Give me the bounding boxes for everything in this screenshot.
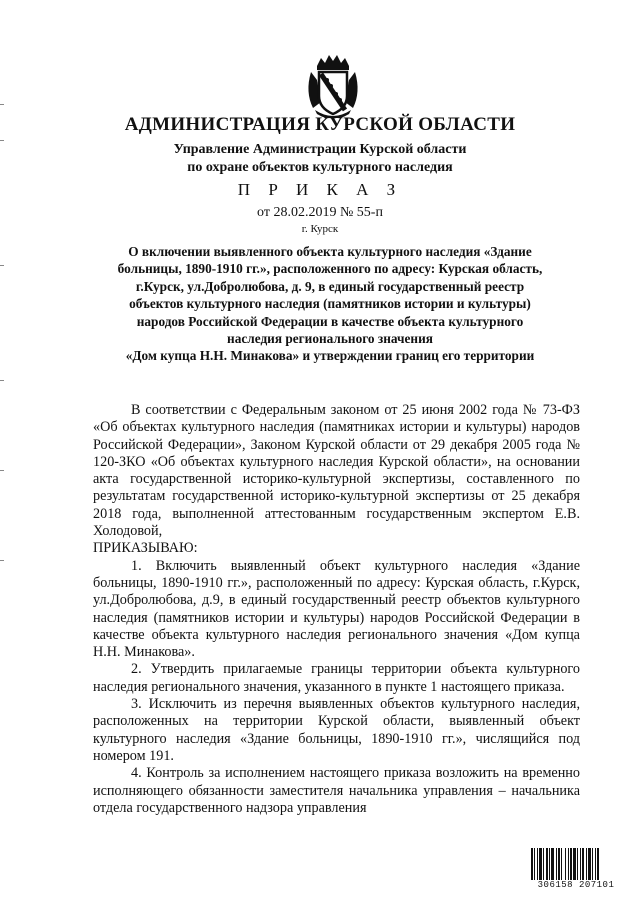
barcode-number: 306158 207101 bbox=[537, 880, 615, 890]
scan-edge-mark bbox=[0, 140, 4, 141]
barcode-icon bbox=[530, 848, 622, 880]
scan-edge-mark bbox=[0, 560, 4, 561]
order-item-1: 1. Включить выявленный объект культурного наследия «Здание больницы, 1890-1910 гг.», расположенный по адресу: Курская область, г.Курск, ул.Добролюбова, д.9, в единый государственный реестр объектов культурного наследия (памятников истории и культуры) народов Российской Федерации в качестве объекта культурного наследия регионального значения «Дом купца Н.Н. Минакова». bbox=[93, 557, 580, 661]
organization-title: АДМИНИСТРАЦИЯ КУРСКОЙ ОБЛАСТИ bbox=[124, 114, 516, 135]
order-city: г. Курск bbox=[301, 223, 339, 235]
scan-edge-mark bbox=[0, 470, 4, 471]
order-date-number: от 28.02.2019 № 55-п bbox=[257, 205, 383, 220]
scan-edge-mark bbox=[0, 104, 4, 105]
order-item-4: 4. Контроль за исполнением настоящего приказа возложить на временно исполняющего обязанности заместителя начальника управления – начальника отдела государственного надзора управления bbox=[93, 765, 580, 816]
subject-line: О включении выявленного объекта культурного наследия «Здание bbox=[128, 244, 532, 259]
document-barcode bbox=[530, 848, 622, 892]
order-body bbox=[93, 402, 580, 817]
order-item-2: 2. Утвердить прилагаемые границы территории объекта культурного наследия регионального значения, указанного в пункте 1 настоящего приказа. bbox=[93, 661, 580, 695]
preamble-paragraph: В соответствии с Федеральным законом от 25 июня 2002 года № 73-ФЗ «Об объектах культурного наследия (памятниках истории и культуры) народов Российской Федерации», Законом Курской области от 29 декабря 2005 года № 120-ЗКО «Об объектах культурного наследия Курской области», на основании акта государственной историко-культурной экспертизы, составленного по результатам государственной историко-культурной экспертизы от 25 декабря 2018 года, выполненной аттестованным государственным экспертом Е.В. Холодовой, bbox=[93, 402, 580, 540]
decree-word: ПРИКАЗЫВАЮ: bbox=[93, 540, 198, 557]
subject-line: г.Курск, ул.Добролюбова, д. 9, в единый государственный реестр bbox=[135, 278, 525, 294]
subject-line: больницы, 1890-1910 гг.», расположенного по адресу: Курская область, bbox=[117, 261, 543, 277]
order-heading: П Р И К А З bbox=[237, 180, 403, 199]
subject-line: объектов культурного наследия (памятников истории и культуры) bbox=[129, 296, 531, 312]
order-item-3: 3. Исключить из перечня выявленных объектов культурного наследия, расположенных на территории Курской области, выявленный объект культурного наследия «Здание больницы, 1890-1910 гг.», числящийся под номером 191. bbox=[93, 696, 580, 764]
order-subject bbox=[70, 243, 590, 365]
subject-line: «Дом купца Н.Н. Минакова» и утверждении границ его территории bbox=[125, 348, 535, 364]
scan-edge-mark bbox=[0, 380, 4, 381]
scan-edge-mark bbox=[0, 265, 4, 266]
department-line-1: Управление Администрации Курской области bbox=[173, 142, 467, 157]
subject-line: народов Российской Федерации в качестве объекта культурного bbox=[136, 313, 524, 329]
subject-line: наследия регионального значения bbox=[227, 331, 433, 347]
coat-of-arms-icon bbox=[303, 52, 363, 118]
department-line-2: по охране объектов культурного наследия bbox=[187, 160, 453, 175]
